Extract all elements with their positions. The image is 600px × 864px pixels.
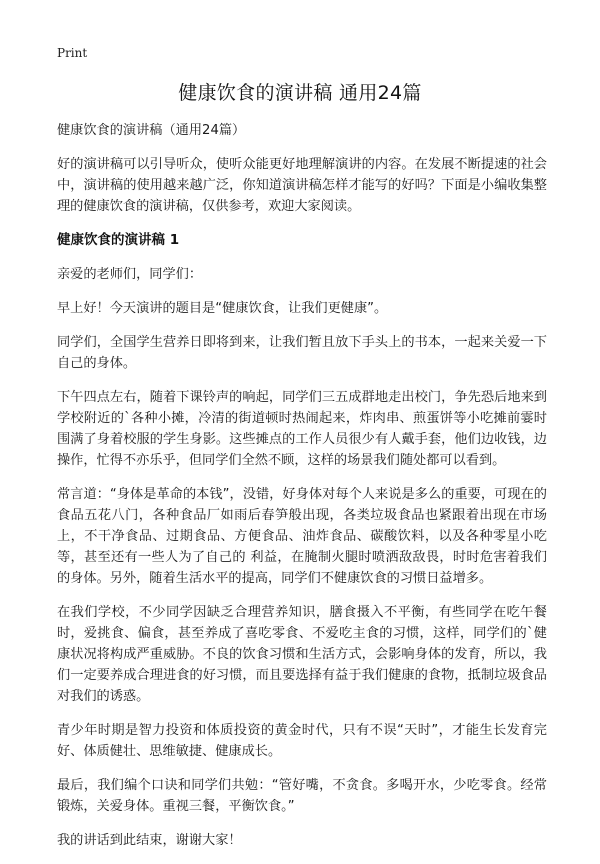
article-body	[57, 120, 547, 864]
body-paragraph: 青少年时期是智力投资和体质投资的黄金时代，只有不误“天时”，才能生长发育完好、体质健壮、思维敏捷、健康成长。	[57, 723, 547, 759]
print-link[interactable]: Print	[57, 46, 88, 60]
greeting-paragraph: 亲爱的老师们，同学们：	[57, 267, 203, 282]
intro-paragraph: 好的演讲稿可以引导听众，使听众能更好地理解演讲的内容。在发展不断提速的社会中，演讲稿的使用越来越广泛，你知道演讲稿怎样才能写的好吗？下面是小编收集整理的健康饮食的演讲稿，仅供参考，欢迎大家阅读。	[57, 157, 547, 214]
body-paragraph: 同学们，全国学生营养日即将到来，让我们暂且放下手头上的书本，一起来关爱一下自己的身体。	[57, 335, 547, 371]
article-subtitle: 健康饮食的演讲稿（通用24篇）	[57, 123, 246, 138]
body-paragraph: 下午四点左右，随着下课铃声的响起，同学们三五成群地走出校门，争先恐后地来到学校附近的`各种小摊，冷清的街道顿时热闹起来，炸肉串、煎蛋饼等小吃摊前霎时围满了身着校服的学生身影。这些摊点的工作人员很少有人戴手套，他们边收钱，边操作，忙得不亦乐乎，但同学们全然不顾，这样的场景我们随处都可以看到。	[57, 390, 547, 468]
body-paragraph: 早上好！今天演讲的题目是“健康饮食，让我们更健康”。	[57, 301, 388, 316]
closing-paragraph: 我的讲话到此结束，谢谢大家！	[57, 833, 242, 848]
body-paragraph: 在我们学校，不少同学因缺乏合理营养知识，膳食摄入不平衡，有些同学在吃午餐时，爱挑食、偏食，甚至养成了喜吃零食、不爱吃主食的习惯，这样，同学们的`健康状况将构成严重威胁。不良的饮食习惯和生活方式，会影响身体的发育，所以，我们一定要养成合理进食的好习惯，而且要选择有益于我们健康的食物，抵制垃圾食品对我们的诱惑。	[57, 605, 547, 704]
body-paragraph: 常言道：“身体是革命的本钱”，没错，好身体对每个人来说是多么的重要，可现在的食品五花八门，各种食品厂如雨后春笋般出现，各类垃圾食品也紧跟着出现在市场上，不干净食品、过期食品、方便食品、油炸食品、碳酸饮料，以及各种零星小吃等，甚至还有一些人为了自己的 利益，在腌制火腿时喷洒敌敌畏，时时危害着我们的身体。另外，随着生活水平的提高，同学们不健康饮食的习惯日益增多。	[57, 487, 547, 586]
page-title: 健康饮食的演讲稿 通用24篇	[178, 82, 422, 104]
section-heading: 健康饮食的演讲稿 1	[57, 232, 180, 248]
body-paragraph: 最后，我们编个口诀和同学们共勉：“管好嘴，不贪食。多喝开水，少吃零食。经常锻炼，关爱身体。重视三餐，平衡饮食。”	[57, 778, 547, 814]
